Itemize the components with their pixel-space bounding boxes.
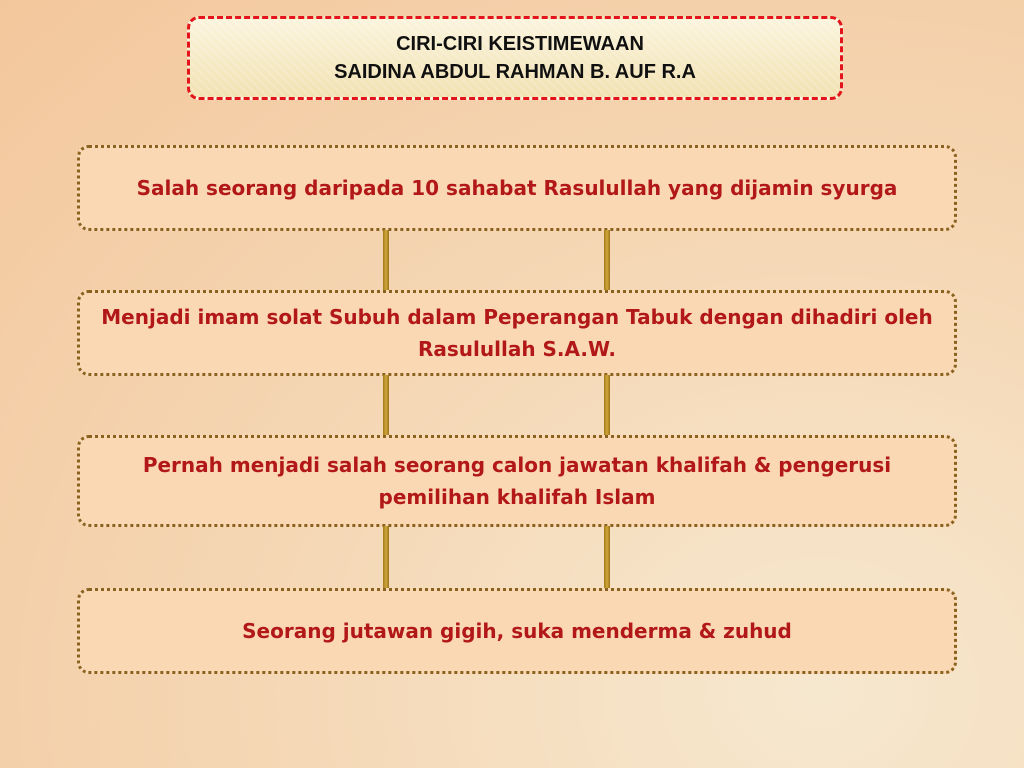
title-line-1: CIRI-CIRI KEISTIMEWAAN xyxy=(396,33,644,55)
feature-box-1 xyxy=(77,145,957,231)
feature-text-2: Menjadi imam solat Subuh dalam Peperangan Tabuk dengan dihadiri oleh Rasulullah S.A.W. xyxy=(101,305,933,361)
connector-left-3 xyxy=(383,526,389,588)
feature-box-4 xyxy=(77,588,957,674)
feature-box-3 xyxy=(77,435,957,527)
title-line-2: SAIDINA ABDUL RAHMAN B. AUF R.A xyxy=(334,61,696,83)
feature-box-2 xyxy=(77,290,957,376)
connector-right-2 xyxy=(604,375,610,435)
feature-text-1: Salah seorang daripada 10 sahabat Rasulullah yang dijamin syurga xyxy=(136,176,898,200)
connector-right-3 xyxy=(604,526,610,588)
feature-text-3: Pernah menjadi salah seorang calon jawatan khalifah & pengerusi pemilihan khalifah Islam xyxy=(142,453,892,509)
connector-right-1 xyxy=(604,230,610,290)
title-box xyxy=(187,16,843,100)
feature-text-4: Seorang jutawan gigih, suka menderma & zuhud xyxy=(242,619,792,643)
connector-left-2 xyxy=(383,375,389,435)
connector-left-1 xyxy=(383,230,389,290)
